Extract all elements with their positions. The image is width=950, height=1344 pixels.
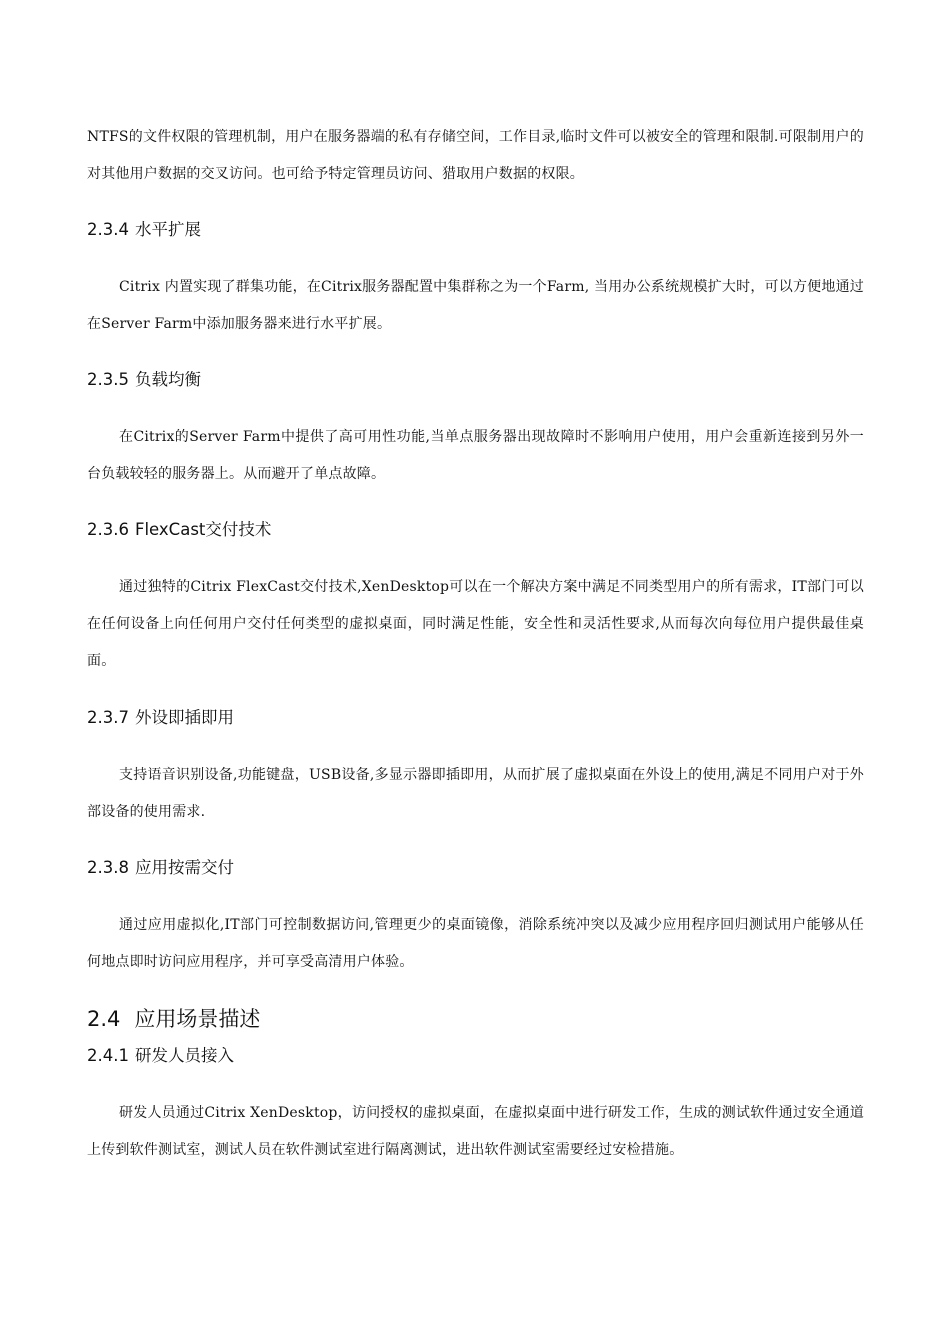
heading-2-4 [87, 1005, 260, 1033]
heading-number: 2.4 [87, 1007, 121, 1031]
heading-number: 2.3.6 [87, 520, 129, 539]
heading-2-3-5 [87, 368, 201, 392]
paragraph-horizontal-scaling: Citrix 内置实现了群集功能，在Citrix服务器配置中集群称之为一个Farm, 当用办公系统规模扩大时，可以方便地通过在Server Farm中添加服务器来进行水平扩展。 [87, 279, 864, 332]
heading-title: 外设即插即用 [134, 708, 234, 727]
heading-2-3-4 [87, 218, 201, 242]
paragraph-app-delivery: 通过应用虚拟化,IT部门可控制数据访问,管理更少的桌面镜像，消除系统冲突以及减少应用程序回归测试用户能够从任何地点即时访问应用程序，并可享受高清用户体验。 [87, 917, 864, 970]
heading-2-3-8 [87, 856, 234, 880]
heading-title: 应用按需交付 [134, 858, 234, 877]
paragraph-peripherals: 支持语音识别设备,功能键盘，USB设备,多显示器即插即用，从而扩展了虚拟桌面在外设上的使用,满足不同用户对于外部设备的使用需求. [87, 767, 864, 820]
heading-title: 应用场景描述 [134, 1007, 261, 1031]
paragraph-load-balancing: 在Citrix的Server Farm中提供了高可用性功能,当单点服务器出现故障时不影响用户使用，用户会重新连接到另外一台负载较轻的服务器上。从而避开了单点故障。 [87, 429, 864, 482]
heading-title: FlexCast交付技术 [134, 520, 272, 539]
heading-title: 研发人员接入 [134, 1046, 234, 1065]
heading-number: 2.3.7 [87, 708, 129, 727]
paragraph-rd-access: 研发人员通过Citrix XenDesktop，访问授权的虚拟桌面，在虚拟桌面中进行研发工作，生成的测试软件通过安全通道上传到软件测试室，测试人员在软件测试室进行隔离测试，进出软件测试室需要经过安检措施。 [87, 1105, 864, 1158]
heading-2-3-7 [87, 706, 234, 730]
paragraph-flexcast: 通过独特的Citrix FlexCast交付技术,XenDesktop可以在一个解决方案中满足不同类型用户的所有需求，IT部门可以在任何设备上向任何用户交付任何类型的虚拟桌面，同时满足性能，安全性和灵活性要求,从而每次向每位用户提供最佳桌面。 [87, 579, 864, 669]
ntfs-paragraph: NTFS的文件权限的管理机制，用户在服务器端的私有存储空间，工作目录,临时文件可以被安全的管理和限制.可限制用户的对其他用户数据的交叉访问。也可给予特定管理员访问、猎取用户数据的权限。 [87, 129, 864, 182]
heading-number: 2.4.1 [87, 1046, 129, 1065]
heading-number: 2.3.8 [87, 858, 129, 877]
heading-number: 2.3.5 [87, 370, 129, 389]
heading-2-4-1 [87, 1044, 234, 1068]
heading-title: 水平扩展 [134, 220, 201, 239]
heading-title: 负载均衡 [134, 370, 201, 389]
heading-number: 2.3.4 [87, 220, 129, 239]
heading-2-3-6 [87, 518, 271, 542]
